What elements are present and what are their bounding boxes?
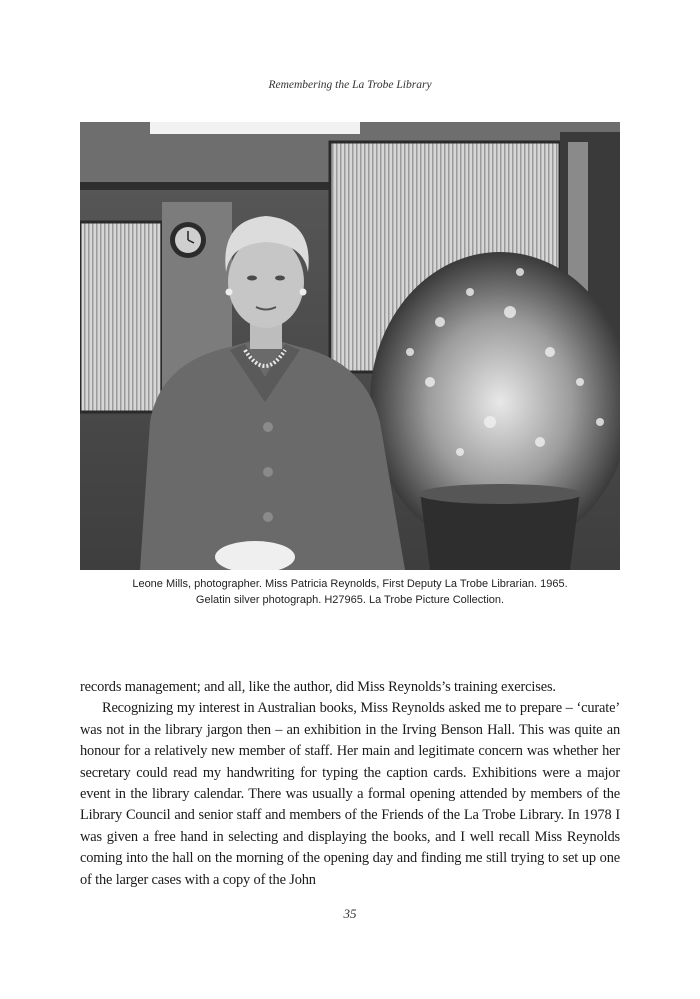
caption-line-2: Gelatin silver photograph. H27965. La Trobe Picture Collection. <box>195 594 505 606</box>
body-text <box>80 677 620 891</box>
paragraph-exhibition: Recognizing my interest in Australian books, Miss Reynolds asked me to prepare – ‘curate’ was not in the library jargon then – an exhibition in the Irving Benson Hall. This was quite an honour for a relatively new member of staff. Her main and legitimate concern was whether her secretary could read my handwriting for typing the caption cards. Exhibitions were a major event in the library calendar. There was usually a formal opening attended by members of the Library Council and senior staff and members of the Friends of the La Trobe Library. In 1978 I was given a free hand in selecting and displaying the books, and I well recall Miss Reynolds coming into the hall on the morning of the opening day and finding me still trying to set up one of the larger cases with a copy of the John <box>80 700 620 888</box>
page-number: 35 <box>343 906 357 921</box>
photo-caption <box>60 576 640 608</box>
portrait-photograph <box>80 122 620 570</box>
running-head: Remembering the La Trobe Library <box>268 79 432 91</box>
paragraph-continuation: records management; and all, like the author, did Miss Reynolds’s training exercises. <box>80 679 556 695</box>
caption-line-1: Leone Mills, photographer. Miss Patricia Reynolds, First Deputy La Trobe Librarian. 1965. <box>132 578 568 590</box>
